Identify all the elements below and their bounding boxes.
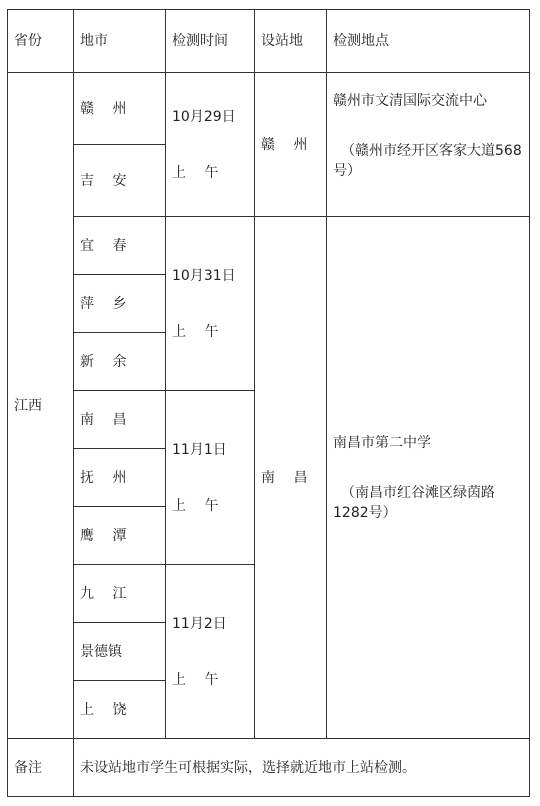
location-name: 赣州市文清国际交流中心 (333, 93, 487, 109)
header-province: 省份 (8, 10, 74, 73)
time-gap (172, 634, 248, 670)
header-row (8, 10, 530, 73)
time-gap (172, 127, 248, 163)
date-text: 11月1日 (172, 441, 227, 458)
location-gap (333, 111, 523, 141)
time-cell (166, 565, 255, 739)
remark-label: 备注 (8, 739, 74, 797)
header-city: 地市 (74, 10, 166, 73)
city-cell: 新 余 (74, 333, 166, 391)
city-cell: 宜 春 (74, 217, 166, 275)
station-cell: 赣 州 (255, 73, 327, 217)
location-gap (333, 453, 523, 483)
date-text: 10月31日 (172, 267, 236, 284)
city-cell: 景德镇 (74, 623, 166, 681)
table-row (8, 73, 530, 145)
city-cell: 九 江 (74, 565, 166, 623)
station-cell: 南 昌 (255, 217, 327, 739)
period-text: 上 午 (172, 164, 226, 181)
header-time: 检测时间 (166, 10, 255, 73)
period-text: 上 午 (172, 323, 226, 340)
city-cell: 赣 州 (74, 73, 166, 145)
time-gap (172, 460, 248, 496)
time-cell (166, 391, 255, 565)
location-name: 南昌市第二中学 (333, 434, 431, 451)
city-cell: 吉 安 (74, 145, 166, 217)
time-cell (166, 217, 255, 391)
time-cell (166, 73, 255, 217)
date-text: 11月2日 (172, 615, 227, 632)
location-cell (327, 73, 530, 217)
city-cell: 上 饶 (74, 681, 166, 739)
header-location: 检测地点 (327, 10, 530, 73)
location-cell (327, 217, 530, 739)
header-station: 设站地 (255, 10, 327, 73)
period-text: 上 午 (172, 497, 226, 514)
time-gap (172, 286, 248, 322)
detection-schedule-table (7, 9, 530, 797)
city-cell: 萍 乡 (74, 275, 166, 333)
city-cell: 鹰 潭 (74, 507, 166, 565)
remark-row (8, 739, 530, 797)
table-row (8, 217, 530, 275)
city-cell: 抚 州 (74, 449, 166, 507)
remark-text: 未设站地市学生可根据实际，选择就近地市上站检测。 (74, 739, 530, 797)
location-address: （赣州市经开区客家大道568号） (333, 143, 522, 179)
city-cell: 南 昌 (74, 391, 166, 449)
period-text: 上 午 (172, 671, 226, 688)
province-cell: 江西 (8, 73, 74, 739)
date-text: 10月29日 (172, 108, 236, 125)
location-address: （南昌市红谷滩区绿茵路1282号） (333, 484, 495, 521)
